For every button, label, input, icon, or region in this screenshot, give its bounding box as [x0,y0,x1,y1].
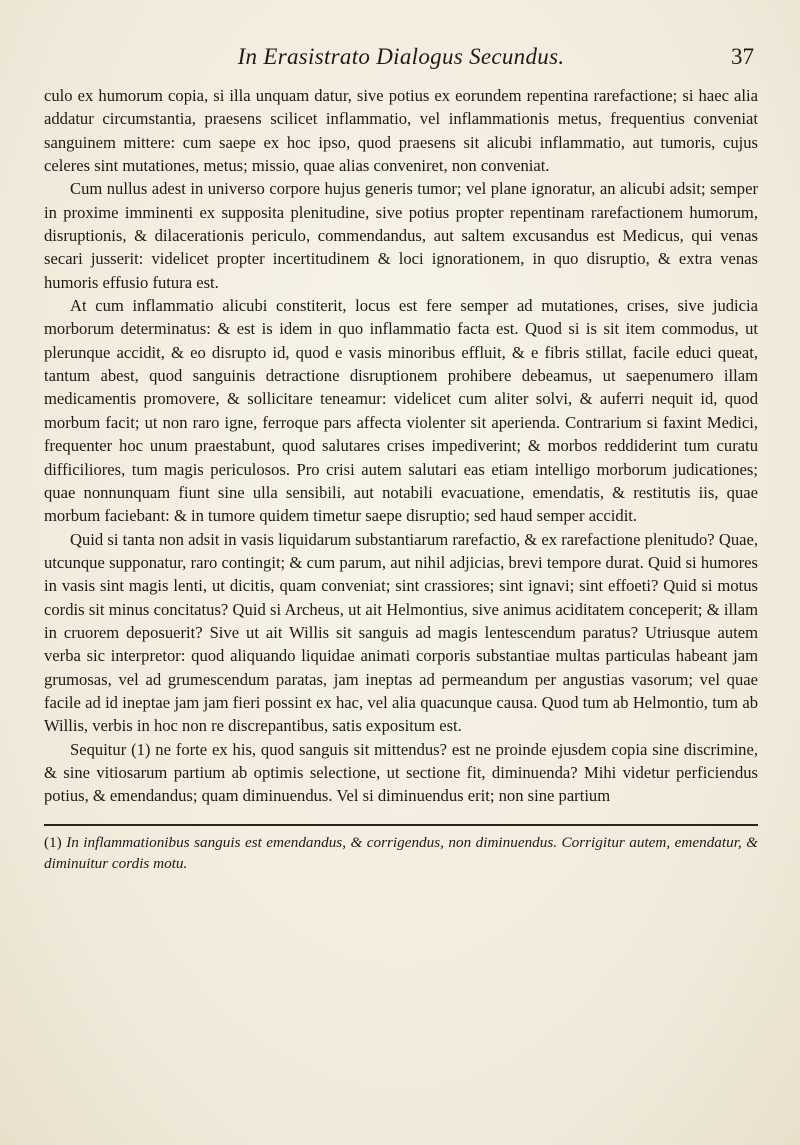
paragraph-3: At cum inflammatio alicubi constiterit, locus est fere semper ad mutationes, crises, sive judicia morborum determinatus: & est is idem in quo inflammatio facta est. Quod si is sit item commodus, ut plerunque accidit, & eo disrupto id, quod e vasis minoribus effluit, & e fibris stillat, facile educi queat, tantum abest, quod sanguinis detractione disruptionem prohibere debeamus, ut saepenumero illam medicamentis promovere, & sollicitare teneamur: videlicet cum aliter solvi, & auferri nequit id, quod morbum facit; ut non raro igne, ferroque pars affecta violenter sit aperienda. Contrarium si faxint Medici, frequenter hoc unum praestabunt, quod salutares crises impediverint; & morbos reddiderint tum curatu difficiliores, tum magis periculosos. Pro crisi autem salutari eas etiam intelligo morborum judicationes; quae nonnunquam fiunt sine ulla sensibili, aut notabili evacuatione, emendatis, & restitutis iis, quae morbum faciebant: & in tumore quidem timetur saepe disruptio; sed haud semper accidit. [44,296,758,526]
paragraph-1: culo ex humorum copia, si illa unquam datur, sive potius ex eorundem repentina rarefactione; si haec alia addatur circumstantia, praesens scilicet inflammatio, vel inflammationis metus, frequentius conveniat sanguinem mittere: cum saepe ex hoc ipso, quod praesens sit alicubi inflammatio, aut tumoris, cujus celeres sint mutationes, metus; missio, quae alias conveniret, non conveniat. [44,86,758,176]
main-text [44,84,758,808]
paragraph-4: Quid si tanta non adsit in vasis liquidarum substantiarum rarefactio, & ex rarefactione plenitudo? Quae, utcunque supponatur, raro contingit; & cum parum, aut nihil adjicias, brevi tempore durat. Quid si humores in vasis sint magis lenti, ut dicitis, quam conveniat; sint crassiores; sint ignavi; sint effoeti? Quid si motus cordis sit minus concitatus? Quid si Archeus, ut ait Helmontius, sive animus aciditatem conceperit; & illam in cruorem deposuerit? Sive ut ait Willis sit sanguis ad magis lentescendum paratus? Utriusque autem verba sic interpretor: quod aliquando liquidae animati corporis substantiae multas particulas habeant jam grumosas, vel ad grumescendum paratas, jam ineptas ad permeandum per angustias vasorum; vel quae facile ad id ineptae jam jam fieri possint ex hac, vel alia quacunque causa. Quod tum ab Helmontio, tum ab Willis, verbis in hoc non re discrepantibus, satis expositum est. [44,529,758,736]
footnote-text: In inflammationibus sanguis est emendandus, & corrigendus, non diminuendus. Corrigitur autem, emendatur, & diminuitur cordis motu. [44,833,758,872]
footnote [44,832,758,874]
footnote-divider [44,824,758,826]
paragraph-5: Sequitur (1) ne forte ex his, quod sanguis sit mittendus? est ne proinde ejusdem copia sine discrimine, & sine vitiosarum partium ab optimis selectione, ut sectione fit, diminuenda? Mihi videtur perficiendus potius, & emendandus; quam diminuendus. Vel si diminuendus erit; non sine partium [44,739,758,806]
running-head: In Erasistrato Dialogus Secundus. [237,44,565,69]
footnote-marker: (1) [44,833,62,851]
page-header [44,44,758,84]
paragraph-2: Cum nullus adest in universo corpore hujus generis tumor; vel plane ignoratur, an alicubi adsit; semper in proxime imminenti ex supposita plenitudine, sive potius propter repentinam rarefactionem humorum, disruptionis, & dilacerationis periculo, commendandus, aut saltem excusandus est Medicus, qui venas secari jusserit: videlicet propter incertitudinem & loci ignorationem, in quo disruptio, & extra venas humoris effusio futura est. [44,179,758,292]
page-number: 37 [731,44,754,69]
